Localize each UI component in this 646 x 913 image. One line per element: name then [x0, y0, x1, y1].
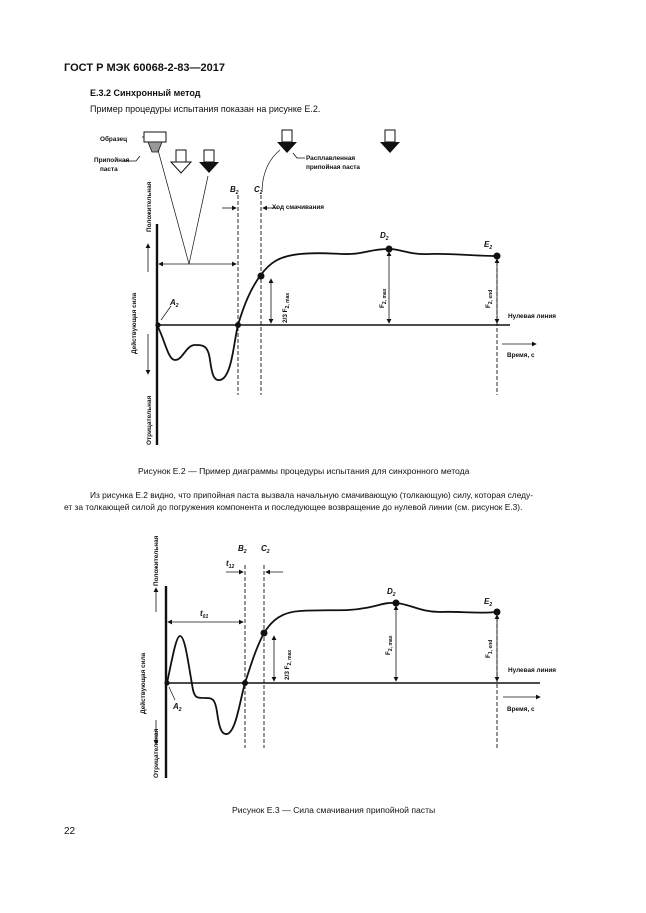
a2-label: $A_2$ — [170, 298, 179, 309]
c2-label-e3: $C_2$ — [261, 544, 270, 555]
wetting-time-label: Ход смачивания — [272, 204, 324, 211]
force-curve-e3 — [167, 603, 497, 734]
t12-label: $t_{12}$ — [226, 559, 235, 570]
time-label-e3: Время, с — [507, 706, 535, 713]
fmax-label-e3: $F_{2, max}$ — [385, 635, 394, 655]
point-c2-e3 — [261, 630, 268, 637]
zero-line-label-e3: Нулевая линия — [508, 667, 557, 674]
c2-label: $C_2$ — [254, 185, 263, 196]
body-text-line-2: ет за толкающей силой до погружения компонента и последующее возвращение до нулевой линии (см. рисунок E.3). — [64, 502, 523, 512]
time-label: Время, с — [507, 352, 535, 359]
document-header: ГОСТ Р МЭК 60068-2-83—2017 — [64, 62, 225, 74]
d2-label: $D_2$ — [380, 231, 389, 242]
b2-label-e3: $B_2$ — [238, 544, 247, 555]
solder-paste-label-2: паста — [100, 166, 118, 173]
two-thirds-label-e3: 2/3 $F_{2, max}$ — [284, 649, 293, 680]
body-text-line-1: Из рисунка E.2 видно, что припойная паста вызвала начальную смачивающую (толкающую) силу, которая следу- — [90, 490, 534, 500]
melted-paste-label-1: Расплавленная — [306, 155, 356, 162]
intro-paragraph: Пример процедуры испытания показан на рисунке E.2. — [90, 104, 321, 114]
a2-leader-e3 — [169, 687, 175, 700]
figure-e2-caption: Рисунок E.2 — Пример диаграммы процедуры испытания для синхронного метода — [138, 466, 470, 476]
melted-paste-label-2: припойная паста — [306, 164, 360, 171]
figure-e3-caption: Рисунок E.3 — Сила смачивания припойной пасты — [232, 805, 436, 815]
e2-label-e3: $E_2$ — [484, 597, 493, 608]
b2-label: $B_2$ — [230, 185, 239, 196]
t01-label: $t_{01}$ — [200, 609, 209, 620]
sample-label: Образец — [100, 136, 128, 143]
point-b2-e3 — [242, 680, 248, 686]
zero-line-label: Нулевая линия — [508, 313, 557, 320]
fmax-label: $F_{2, max}$ — [379, 288, 388, 308]
d2-label-e3: $D_2$ — [387, 587, 396, 598]
e2-label: $E_2$ — [484, 240, 493, 251]
acting-force-label-e3: Действующая сила — [140, 652, 147, 714]
negative-label-e3: Отрицательная — [153, 728, 160, 778]
section-heading: E.3.2 Синхронный метод — [90, 88, 201, 98]
fend-label: $F_{2, end}$ — [485, 289, 494, 308]
positive-label: Положительная — [146, 181, 153, 232]
point-d2-e3 — [393, 600, 400, 607]
negative-label: Отрицательная — [146, 395, 153, 445]
acting-force-label: Действующая сила — [131, 292, 138, 354]
point-e2-e3 — [494, 609, 501, 616]
page-number: 22 — [64, 826, 76, 837]
a2-label-e3: $A_2$ — [173, 702, 182, 713]
fend-label-e3: $F_{1, end}$ — [485, 639, 494, 658]
solder-paste-label-1: Припойная — [94, 157, 130, 164]
point-a2-e3 — [164, 680, 169, 685]
positive-label-e3: Положительная — [153, 535, 160, 586]
two-thirds-label: 2/3 $F_{2, max}$ — [282, 292, 291, 323]
